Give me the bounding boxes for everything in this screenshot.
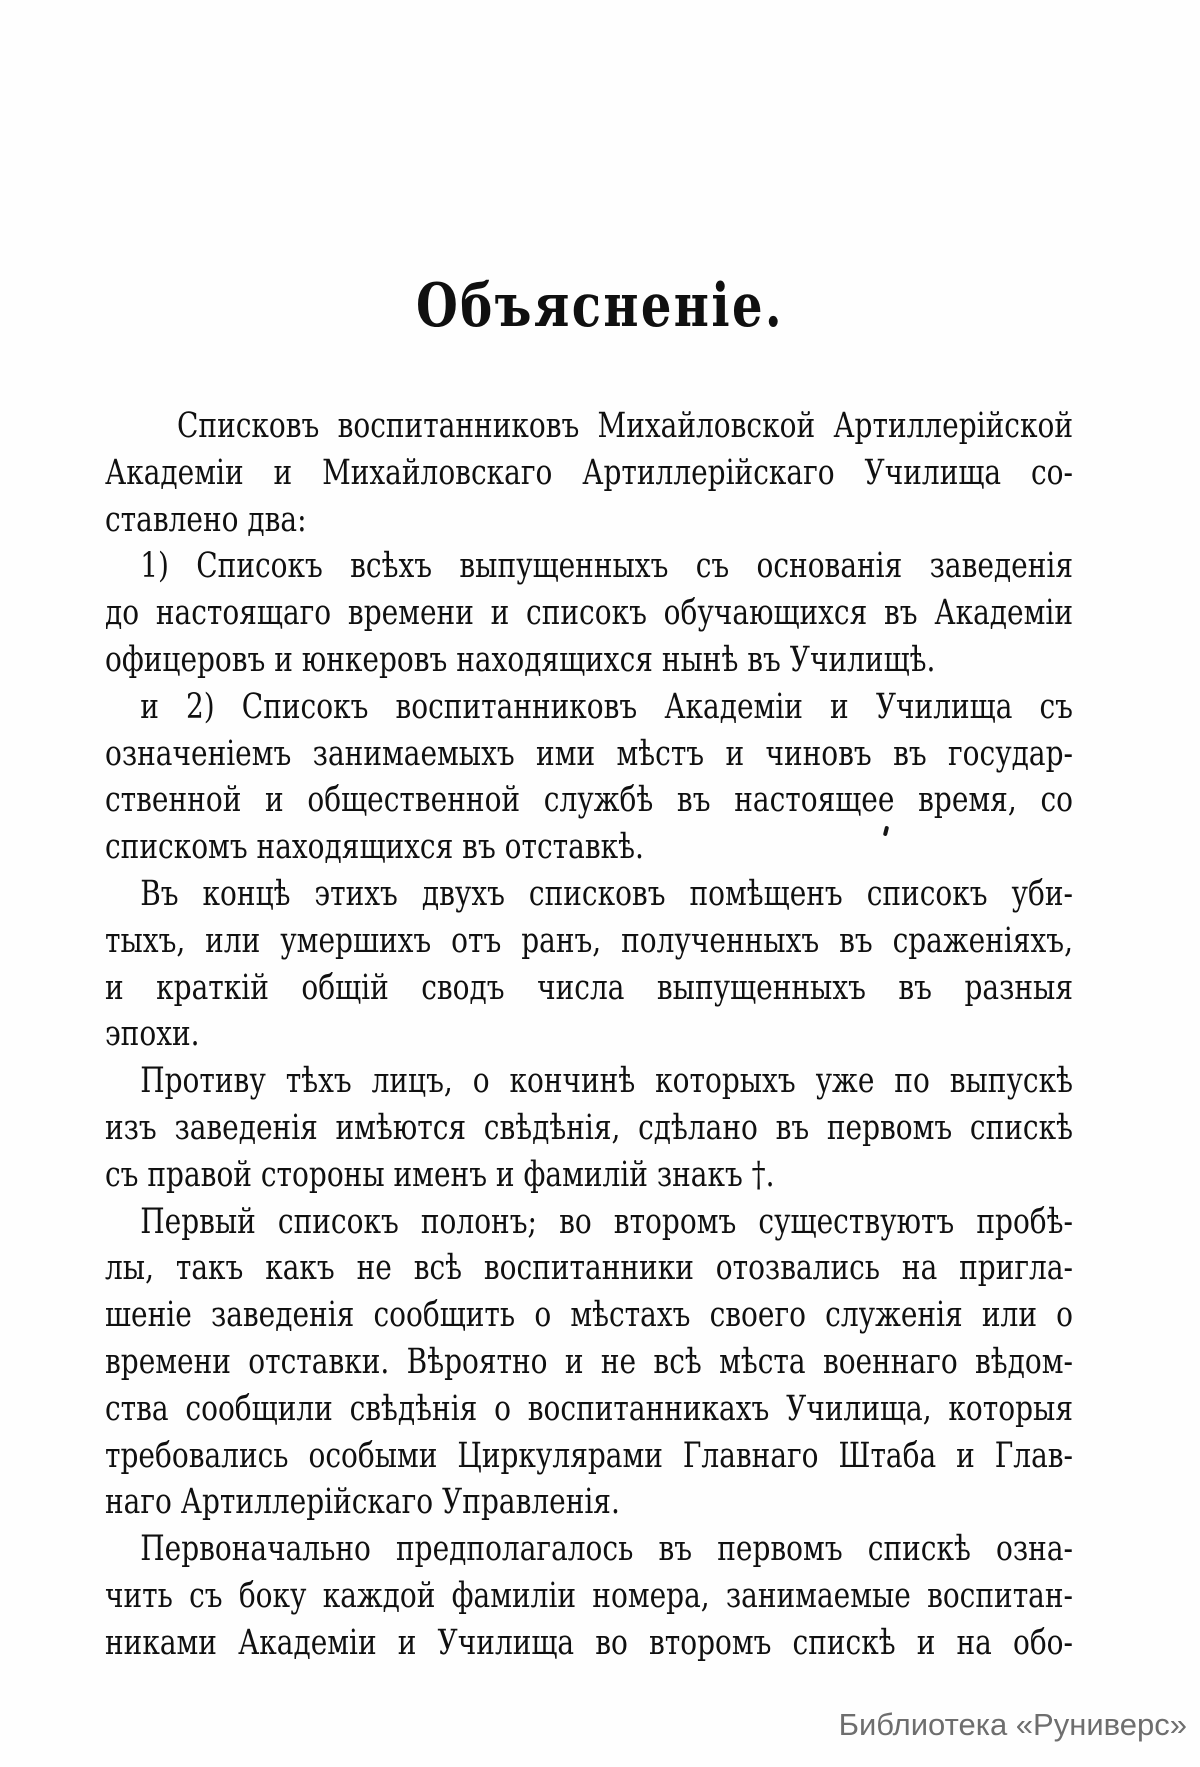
text-line: Академіи и Михайловскаго Артиллерійскаго Училища со-	[105, 452, 1073, 493]
text-line: до настоящаго времени и списокъ обучающихся въ Академіи	[105, 593, 1073, 634]
text-line: эпохи.	[105, 1014, 200, 1055]
text-line: и краткій общій сводъ числа выпущенныхъ въ разныя	[105, 967, 1073, 1008]
text-line: ства сообщили свѣдѣнія о воспитанникахъ Училища, которыя	[105, 1388, 1073, 1429]
text-line: тыхъ, или умершихъ отъ ранъ, полученныхъ въ сраженіяхъ,	[105, 920, 1073, 961]
text-line: шеніе заведенія сообщить о мѣстахъ своего служенія или о	[105, 1295, 1073, 1336]
text-line: съ правой стороны именъ и фамилій знакъ †.	[105, 1154, 775, 1195]
text-line: и 2) Списокъ воспитанниковъ Академіи и Училища съ	[140, 686, 1073, 727]
text-line: спискомъ находящихся въ отставкѣ.	[105, 827, 644, 868]
text-line: наго Артиллерійскаго Управленія.	[105, 1482, 620, 1523]
text-line: изъ заведенія имѣются свѣдѣнія, сдѣлано въ первомъ спискѣ	[105, 1107, 1073, 1148]
text-line: чить съ боку каждой фамиліи номера, занимаемые воспитан-	[105, 1575, 1073, 1616]
text-line: никами Академіи и Училища во второмъ спискѣ и на обо-	[105, 1622, 1073, 1663]
text-line: лы, такъ какъ не всѣ воспитанники отозвались на пригла-	[105, 1248, 1073, 1289]
text-line: 1) Списокъ всѣхъ выпущенныхъ съ основанія заведенія	[140, 546, 1073, 587]
library-watermark: Библиотека «Руниверс»	[838, 1707, 1187, 1742]
text-line: означеніемъ занимаемыхъ ими мѣстъ и чиновъ въ государ-	[105, 733, 1073, 774]
page-title: Объясненіе.	[415, 271, 785, 341]
text-line: ственной и общественной службѣ въ настоящее время, со	[105, 780, 1073, 821]
text-line: Первый списокъ полонъ; во второмъ существуютъ пробѣ-	[140, 1201, 1073, 1242]
body-text	[105, 403, 1073, 1667]
text-line: ставлено два:	[105, 499, 307, 540]
text-line: времени отставки. Вѣроятно и не всѣ мѣста военнаго вѣдом-	[105, 1341, 1073, 1382]
text-line: требовались особыми Циркулярами Главнаго Штаба и Глав-	[105, 1435, 1073, 1476]
text-line: Противу тѣхъ лицъ, о кончинѣ которыхъ уже по выпускѣ	[140, 1061, 1073, 1102]
text-line: Первоначально предполагалось въ первомъ спискѣ озна-	[140, 1529, 1073, 1570]
text-line: Списковъ воспитанниковъ Михайловской Артиллерійской	[177, 406, 1073, 446]
text-line: офицеровъ и юнкеровъ находящихся нынѣ въ Училищѣ.	[105, 639, 936, 680]
text-line: Въ концѣ этихъ двухъ списковъ помѣщенъ списокъ уби-	[140, 873, 1073, 914]
